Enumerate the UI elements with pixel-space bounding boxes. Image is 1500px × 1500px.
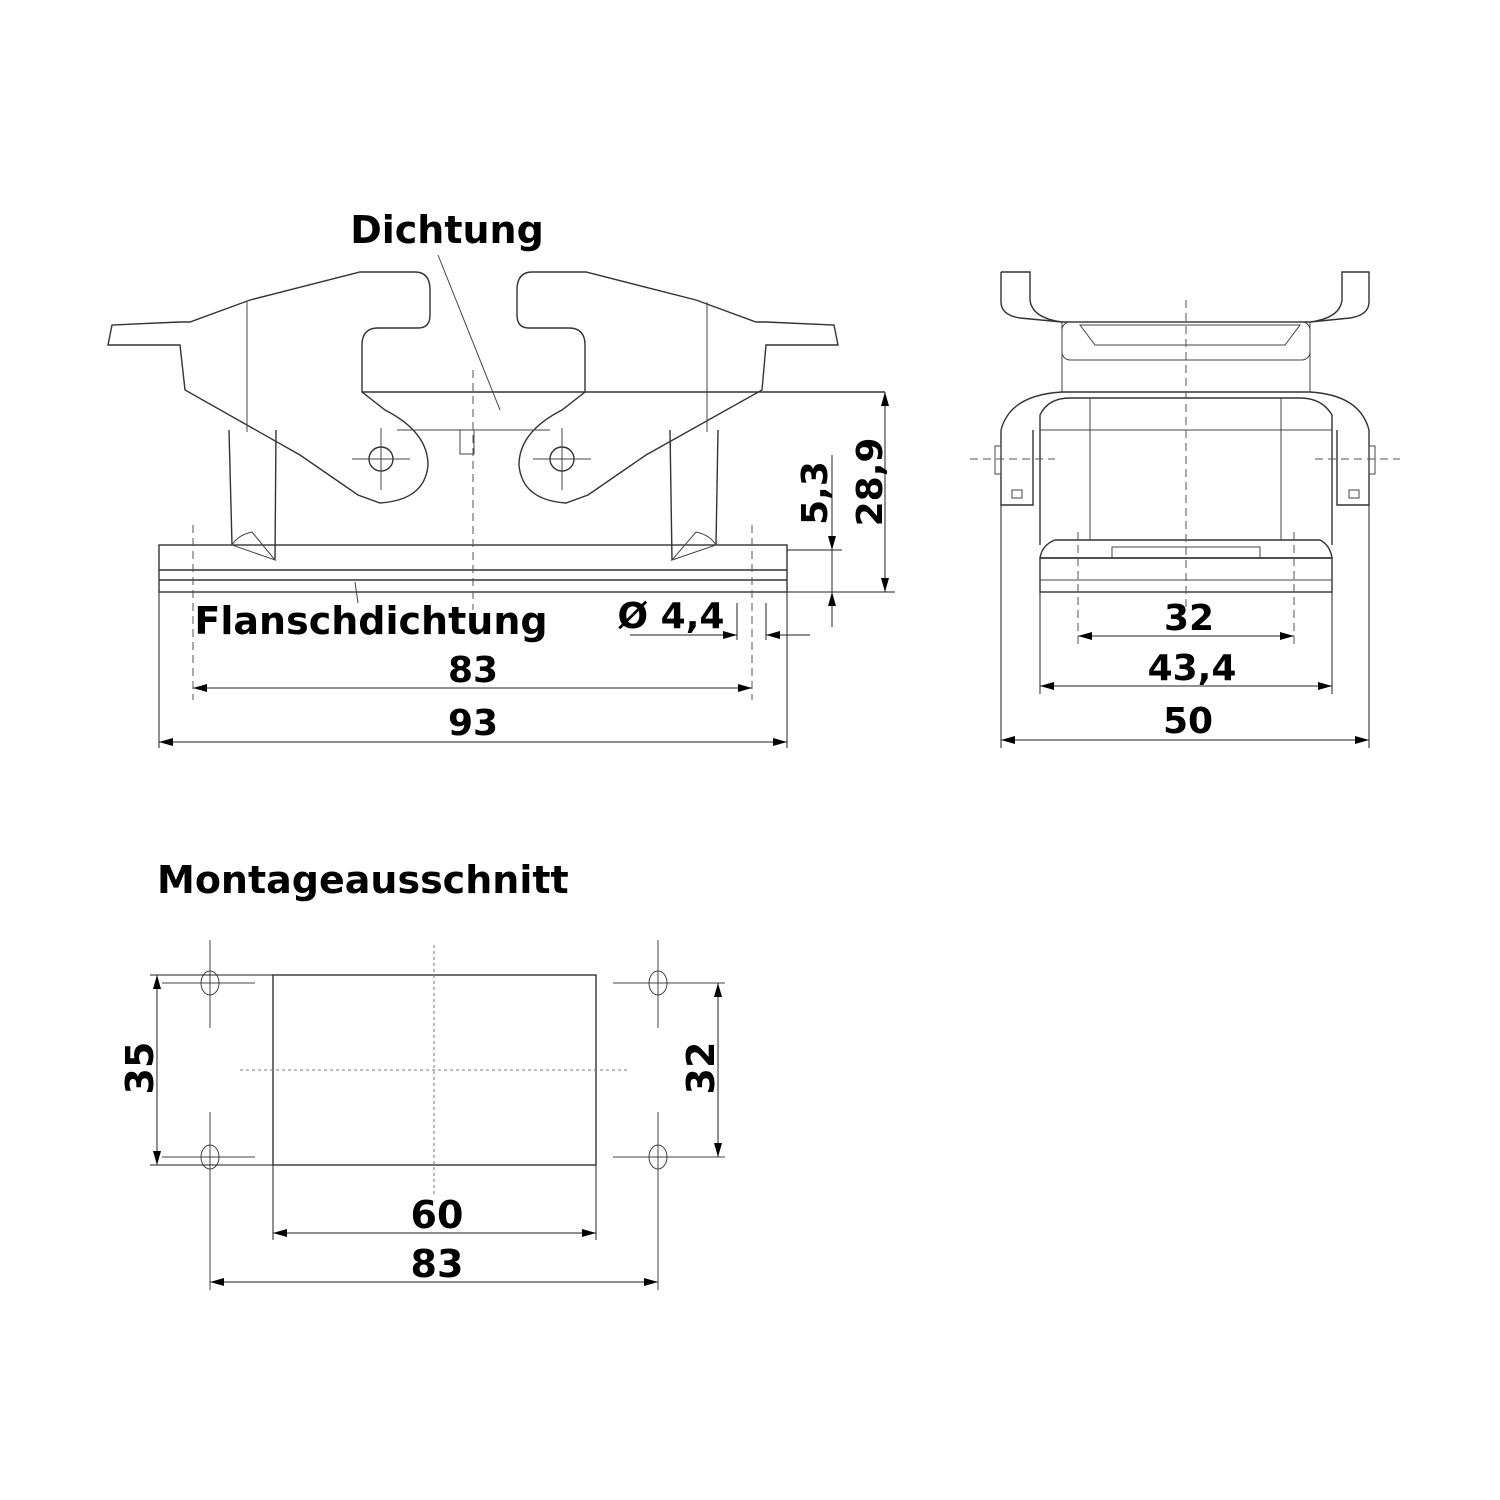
flange-height-dim: 5,3 bbox=[795, 461, 836, 525]
cutout-width-dim: 60 bbox=[410, 1193, 464, 1237]
front-view bbox=[108, 208, 895, 748]
side-view bbox=[970, 272, 1400, 748]
mounting-hole bbox=[613, 940, 725, 1028]
cutout-hole-vertical-right-dim: 32 bbox=[679, 1041, 723, 1095]
seal-label: Dichtung bbox=[350, 208, 544, 252]
mounting-hole bbox=[162, 1112, 255, 1290]
total-height-dim: 28,9 bbox=[850, 437, 891, 527]
side-inner-dim: 32 bbox=[1163, 598, 1215, 639]
cutout-hole-vertical-dim: 35 bbox=[118, 1041, 162, 1095]
hole-spacing-dim: 83 bbox=[447, 650, 499, 691]
side-base-dim: 43,4 bbox=[1147, 648, 1237, 689]
cutout-title: Montageausschnitt bbox=[157, 858, 569, 902]
side-total-dim: 50 bbox=[1162, 701, 1214, 742]
total-width-dim: 93 bbox=[447, 703, 499, 744]
hole-diameter-dim: Ø 4,4 bbox=[617, 596, 725, 637]
mounting-hole bbox=[162, 940, 255, 1028]
flange-seal-label: Flanschdichtung bbox=[194, 599, 548, 643]
cutout-hole-spacing-dim: 83 bbox=[410, 1242, 464, 1286]
mounting-cutout bbox=[118, 858, 725, 1290]
mounting-hole bbox=[613, 1112, 725, 1290]
